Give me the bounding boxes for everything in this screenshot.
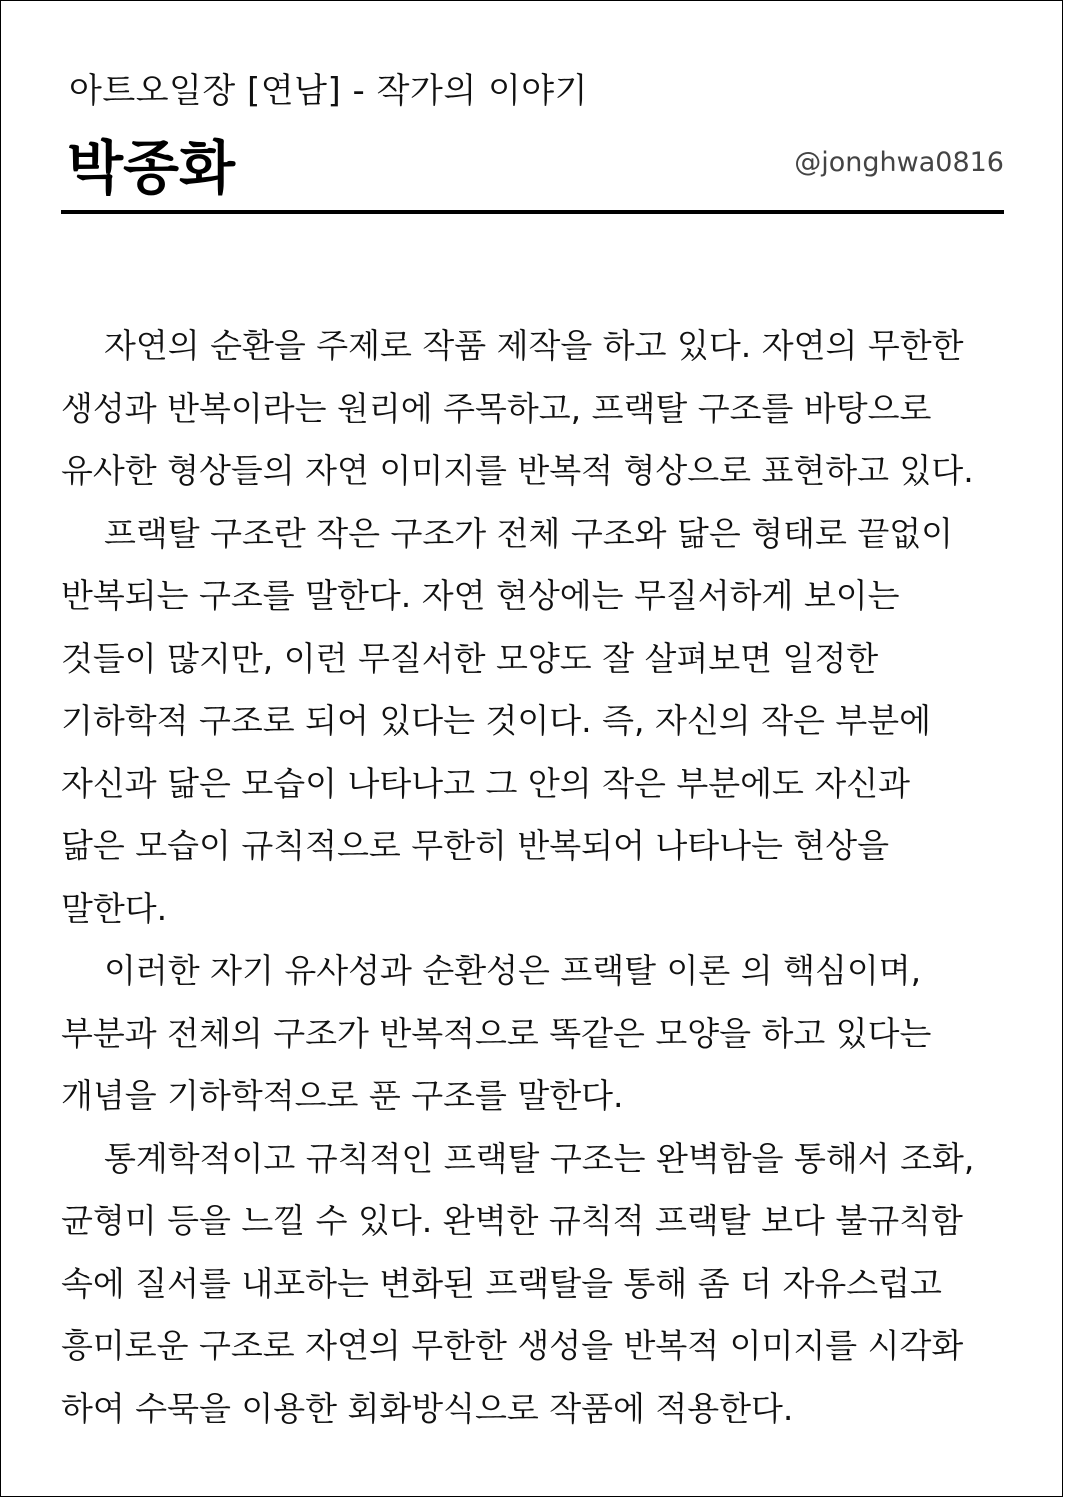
social-handle: @jonghwa0816 — [794, 147, 1004, 178]
header-divider — [61, 210, 1004, 214]
text-line: 자연의 순환을 주제로 작품 제작을 하고 있다. 자연의 무한한 — [104, 326, 964, 365]
text-line: 하여 수묵을 이용한 회화방식으로 작품에 적용한다. — [61, 1388, 794, 1428]
paragraph-2 — [61, 503, 1011, 941]
paragraph-1 — [61, 315, 1011, 503]
text-line: 말한다. — [61, 888, 168, 928]
text-line: 흥미로운 구조로 자연의 무한한 생성을 반복적 이미지를 시각화 — [61, 1326, 964, 1365]
text-line: 자신과 닮은 모습이 나타나고 그 안의 작은 부분에도 자신과 — [61, 763, 910, 803]
artist-statement — [61, 315, 1011, 1440]
text-line: 부분과 전체의 구조가 반복적으로 똑같은 모양을 하고 있다는 — [61, 1013, 932, 1053]
text-line: 통계학적이고 규칙적인 프랙탈 구조는 완벽함을 통해서 조화, — [104, 1138, 975, 1178]
text-line: 반복되는 구조를 말한다. 자연 현상에는 무질서하게 보이는 — [61, 576, 900, 615]
text-line: 개념을 기하학적으로 푼 구조를 말한다. — [61, 1076, 624, 1115]
text-line: 프랙탈 구조란 작은 구조가 전체 구조와 닮은 형태로 끝없이 — [104, 513, 953, 553]
text-line: 유사한 형상들의 자연 이미지를 반복적 형상으로 표현하고 있다. — [61, 451, 974, 490]
header-subtitle: 아트오일장 [연남] - 작가의 이야기 — [69, 71, 588, 111]
text-line: 닮은 모습이 규칙적으로 무한히 반복되어 나타나는 현상을 — [61, 826, 890, 865]
text-line: 것들이 많지만, 이런 무질서한 모양도 잘 살펴보면 일정한 — [61, 638, 879, 678]
text-line: 생성과 반복이라는 원리에 주목하고, 프랙탈 구조를 바탕으로 — [61, 388, 932, 428]
paragraph-4 — [61, 1128, 1011, 1441]
text-line: 속에 질서를 내포하는 변화된 프랙탈을 통해 좀 더 자유스럽고 — [61, 1263, 942, 1303]
text-line: 균형미 등을 느낄 수 있다. 완벽한 규칙적 프랙탈 보다 불규칙함 — [61, 1201, 963, 1240]
artist-name: 박종화 — [67, 134, 236, 202]
text-line: 기하학적 구조로 되어 있다는 것이다. 즉, 자신의 작은 부분에 — [61, 701, 931, 740]
text-line: 이러한 자기 유사성과 순환성은 프랙탈 이론 의 핵심이며, — [104, 951, 922, 990]
paragraph-3 — [61, 940, 1011, 1128]
